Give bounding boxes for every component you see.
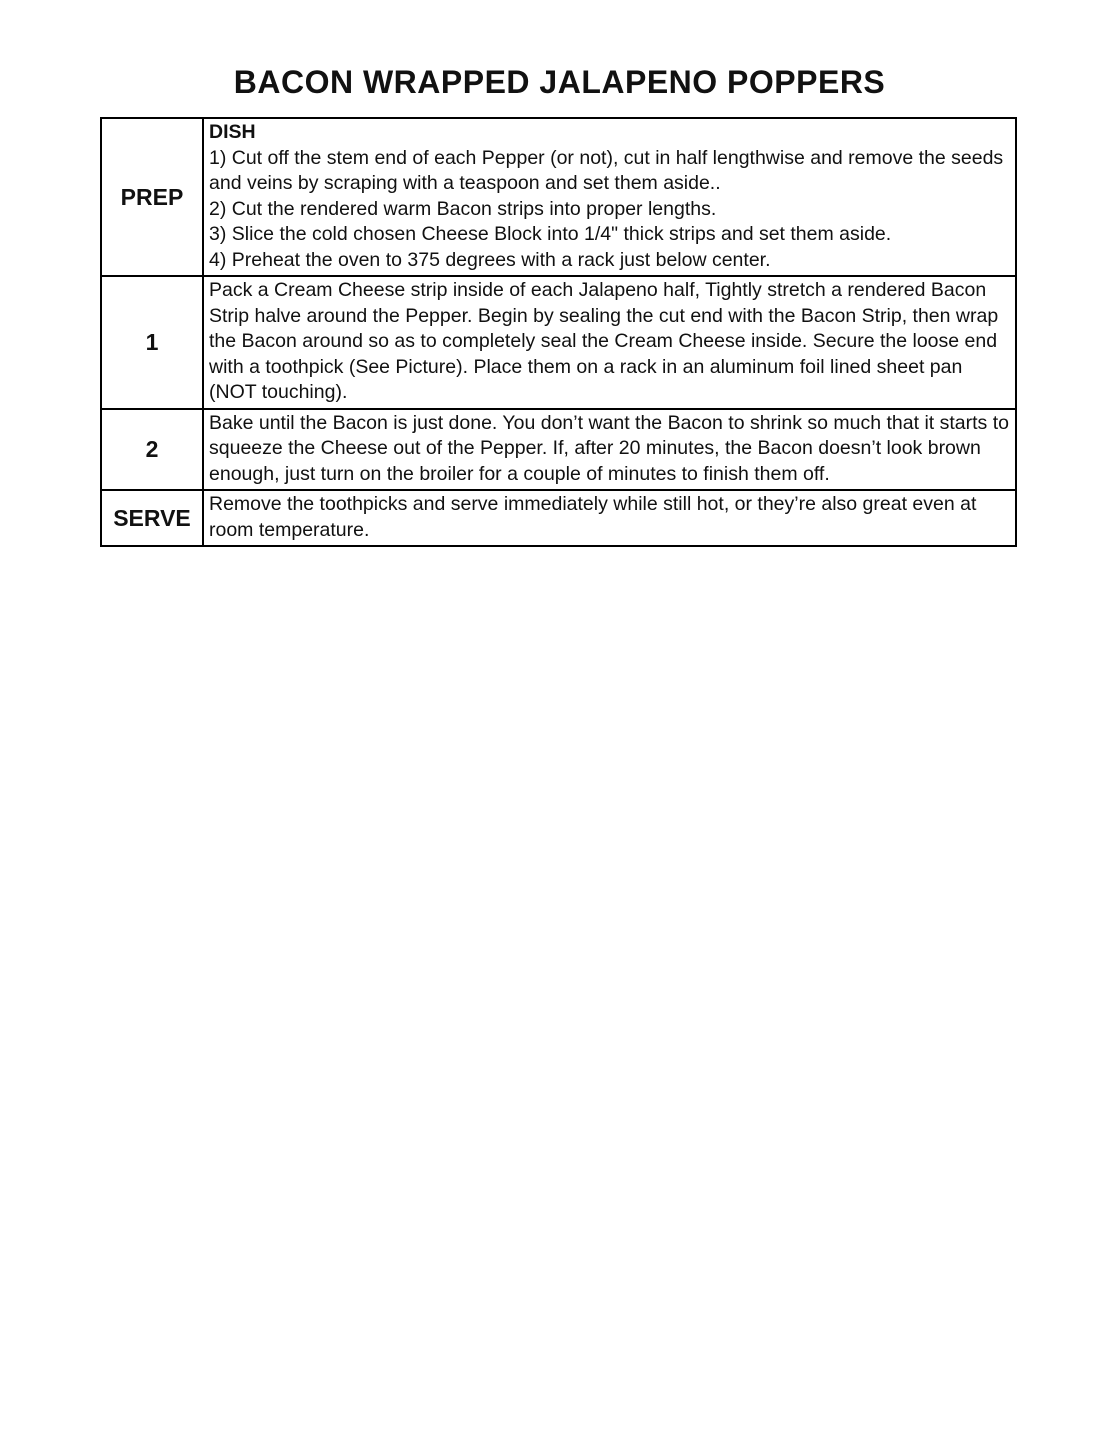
table-row-serve xyxy=(101,490,1016,546)
row-content-step-2: Bake until the Bacon is just done. You don’t want the Bacon to shrink so much that it starts to squeeze the Cheese out of the Pepper. If, after 20 minutes, the Bacon doesn’t look brown enough, just turn on the broiler for a couple of minutes to finish them off. xyxy=(203,409,1016,491)
page-title: BACON WRAPPED JALAPENO POPPERS xyxy=(233,64,886,100)
recipe-table xyxy=(100,117,1017,547)
table-row-step-2 xyxy=(101,409,1016,491)
prep-step-2: 2) Cut the rendered warm Bacon strips into proper lengths. xyxy=(209,197,717,220)
row-label-serve: SERVE xyxy=(101,490,203,546)
row-label-step-2: 2 xyxy=(101,409,203,491)
row-label-prep: PREP xyxy=(101,118,203,276)
prep-step-1: 1) Cut off the stem end of each Pepper (or not), cut in half lengthwise and remove the seeds and veins by scraping with a teaspoon and set them aside.. xyxy=(209,146,1004,194)
row-content-serve: Remove the toothpicks and serve immediately while still hot, or they’re also great even at room temperature. xyxy=(203,490,1016,546)
row-label-step-1: 1 xyxy=(101,276,203,409)
row-content-step-1: Pack a Cream Cheese strip inside of each Jalapeno half, Tightly stretch a rendered Bacon Strip halve around the Pepper. Begin by sealing the cut end with the Bacon Strip, then wrap the Bacon around so as to completely seal the Cream Cheese inside. Secure the loose end with a toothpick (See Picture). Place them on a rack in an aluminum foil lined sheet pan (NOT touching). xyxy=(203,276,1016,409)
prep-heading: DISH xyxy=(209,121,256,143)
table-row-prep xyxy=(101,118,1016,276)
table-row-step-1 xyxy=(101,276,1016,409)
prep-step-4: 4) Preheat the oven to 375 degrees with a rack just below center. xyxy=(209,248,771,271)
row-content-prep xyxy=(203,118,1016,276)
prep-step-3: 3) Slice the cold chosen Cheese Block into 1/4" thick strips and set them aside. xyxy=(209,223,892,245)
